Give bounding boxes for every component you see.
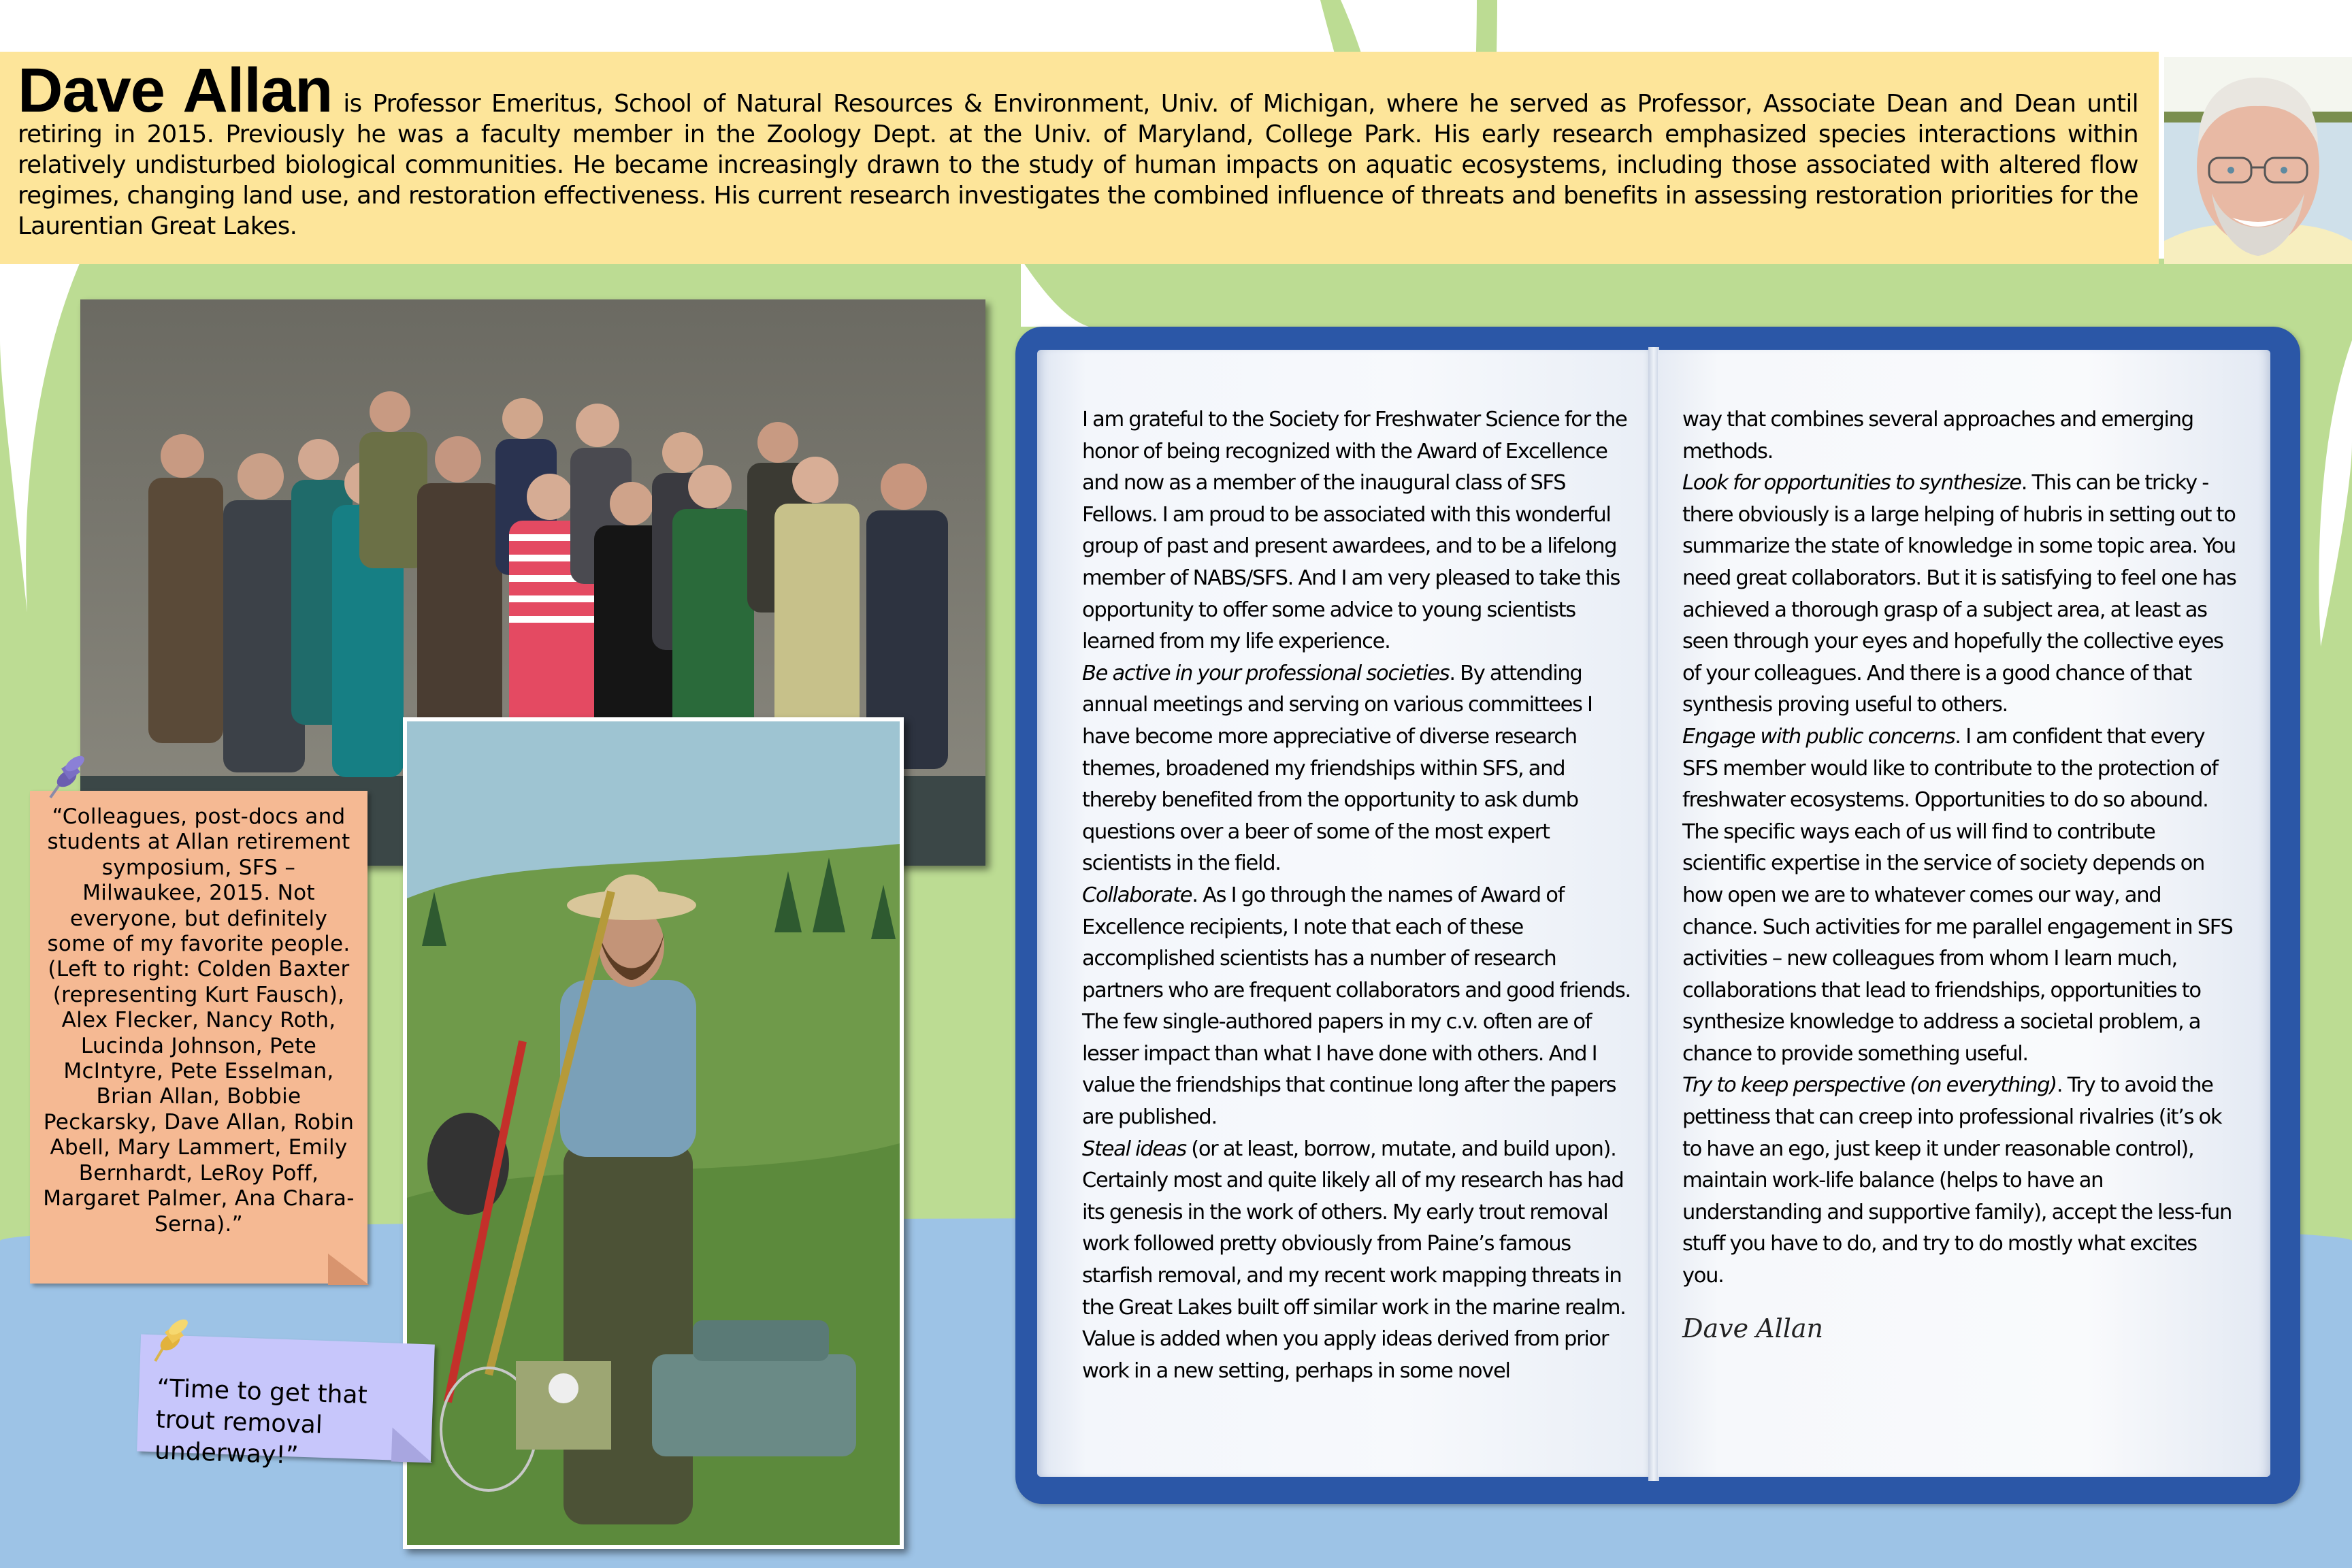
paragraph — [1682, 404, 2240, 468]
paragraph — [1082, 880, 1640, 1134]
field-photo — [403, 717, 904, 1549]
note-fold — [328, 1254, 369, 1285]
field-caption-text: “Time to get that trout removal underway!” — [154, 1374, 368, 1470]
group-caption-note — [30, 791, 368, 1284]
tip-heading: Be active in your professional societies — [1082, 661, 1450, 685]
paragraph — [1682, 1070, 2240, 1292]
paragraph — [1082, 404, 1640, 658]
paragraph-text: I am grateful to the Society for Freshwater Science for the honor of being recognized with the Award of Excellence and now as a member of the inaugural class of SFS Fellows. I am proud to be associated with this wonderful group of past and present awardees, and to be a lifelong member of NABS/SFS. And I am very pleased to take this opportunity to offer some advice to young scientists learned from my life experience. — [1082, 408, 1627, 654]
paragraph-text: . Try to avoid the pettiness that can creep into professional rivalries (it’s ok to have an ego, just keep it under reasonable control), maintain work-life balance (helps to have an understanding and supportive family), accept the less-fun stuff you have to do, and try to do mostly what excites you. — [1682, 1073, 2232, 1288]
paragraph-text: . This can be tricky - there obviously is a large helping of hubris in setting out to summarize the state of knowledge in some topic area. You need great collaborators. But it is satisfying to feel one has achieved a thorough grasp of a subject area, at least as seen through your eyes and hopefully the collective eyes of your colleagues. And there is a good chance of that synthesis proving useful to others. — [1682, 471, 2236, 717]
pushpin-icon — [41, 755, 88, 803]
paragraph-text: . By attending annual meetings and serving on various committees I have become more appreciative of diverse research themes, broadened my friendships within SFS, and thereby benefited from the opportunity to ask dumb questions over a beer of some of the most expert scientists in the field. — [1082, 661, 1592, 876]
tip-heading: Look for opportunities to synthesize — [1682, 471, 2021, 495]
open-book — [1015, 327, 2300, 1504]
signature: Dave Allan — [1682, 1313, 1824, 1343]
portrait-photo — [2164, 57, 2352, 264]
letter-right-column — [1682, 404, 2240, 1344]
book-page-right — [1658, 350, 2270, 1477]
tip-heading: Steal ideas — [1082, 1137, 1186, 1161]
paragraph — [1082, 1134, 1640, 1388]
person-name: Dave Allan — [18, 56, 333, 125]
paragraph-text: (or at least, borrow, mutate, and build upon). Certainly most and quite likely all of my research has had its genesis in the work of others. My early trout removal work followed pretty obviously from Paine’s famous starfish removal, and my recent work mapping threats in the Great Lakes built off similar work in the marine realm. Value is added when you apply ideas derived from prior work in a new setting, perhaps in some novel — [1082, 1137, 1626, 1383]
note-fold — [391, 1427, 434, 1463]
pushpin-icon — [146, 1318, 193, 1365]
bio-text: is Professor Emeritus, School of Natural Resources & Environment, Univ. of Michigan, where he served as Professor, Associate Dean and Dean until retiring in 2015. Previously he was a faculty member in the Zoology Dept. at the Univ. of Maryland, College Park. His early research emphasized species interactions within relatively undisturbed biological communities. He became increasingly drawn to the study of human impacts on aquatic ecosystems, including those associated with altered flow regimes, changing land use, and restoration effectiveness. His current research investigates the combined influence of threats and benefits in assessing restoration priorities for the Laurentian Great Lakes. — [18, 90, 2139, 240]
tip-heading: Collaborate — [1082, 883, 1192, 907]
book-page-left — [1037, 350, 1650, 1477]
letter-left-column — [1082, 404, 1640, 1387]
paragraph — [1682, 468, 2240, 721]
paragraph-text: way that combines several approaches and emerging methods. — [1682, 408, 2193, 463]
paragraph-text: . I am confident that every SFS member would like to contribute to the protection of freshwater ecosystems. Opportunities to do so abound. The specific ways each of us will find to contribute scientific expertise in the service of society depends on how open we are to whatever comes our way, and chance. Such activities for me parallel engagement in SFS activities – new colleagues from whom I learn much, collaborations that lead to friendships, opportunities to synthesize knowledge to address a societal problem, a chance to provide something useful. — [1682, 724, 2233, 1066]
bio-banner — [0, 52, 2159, 264]
group-caption-text: “Colleagues, post-docs and students at Allan retirement symposium, SFS – Milwaukee, 2015. Not everyone, but definitely some of my favorite people. (Left to right: Colden Baxter (representing Kurt Fausch), Alex Flecker, Nancy Roth, Lucinda Johnson, Pete McIntyre, Pete Esselman, Brian Allan, Bobbie Peckarsky, Dave Allan, Robin Abell, Mary Lammert, Emily Bernhardt, LeRoy Poff, Margaret Palmer, Ana Chara-Serna).” — [43, 804, 355, 1237]
paragraph — [1682, 721, 2240, 1071]
tip-heading: Engage with public concerns — [1682, 724, 1955, 749]
paragraph-text: . As I go through the names of Award of Excellence recipients, I note that each of these accomplished scientists has a number of research partners who are frequent collaborators and good friends. The few single-authored papers in my c.v. often are of lesser impact than what I have done with others. And I value the friendships that continue long after the papers are published. — [1082, 883, 1631, 1130]
tip-heading: Try to keep perspective (on everything) — [1682, 1073, 2057, 1098]
paragraph — [1082, 658, 1640, 880]
